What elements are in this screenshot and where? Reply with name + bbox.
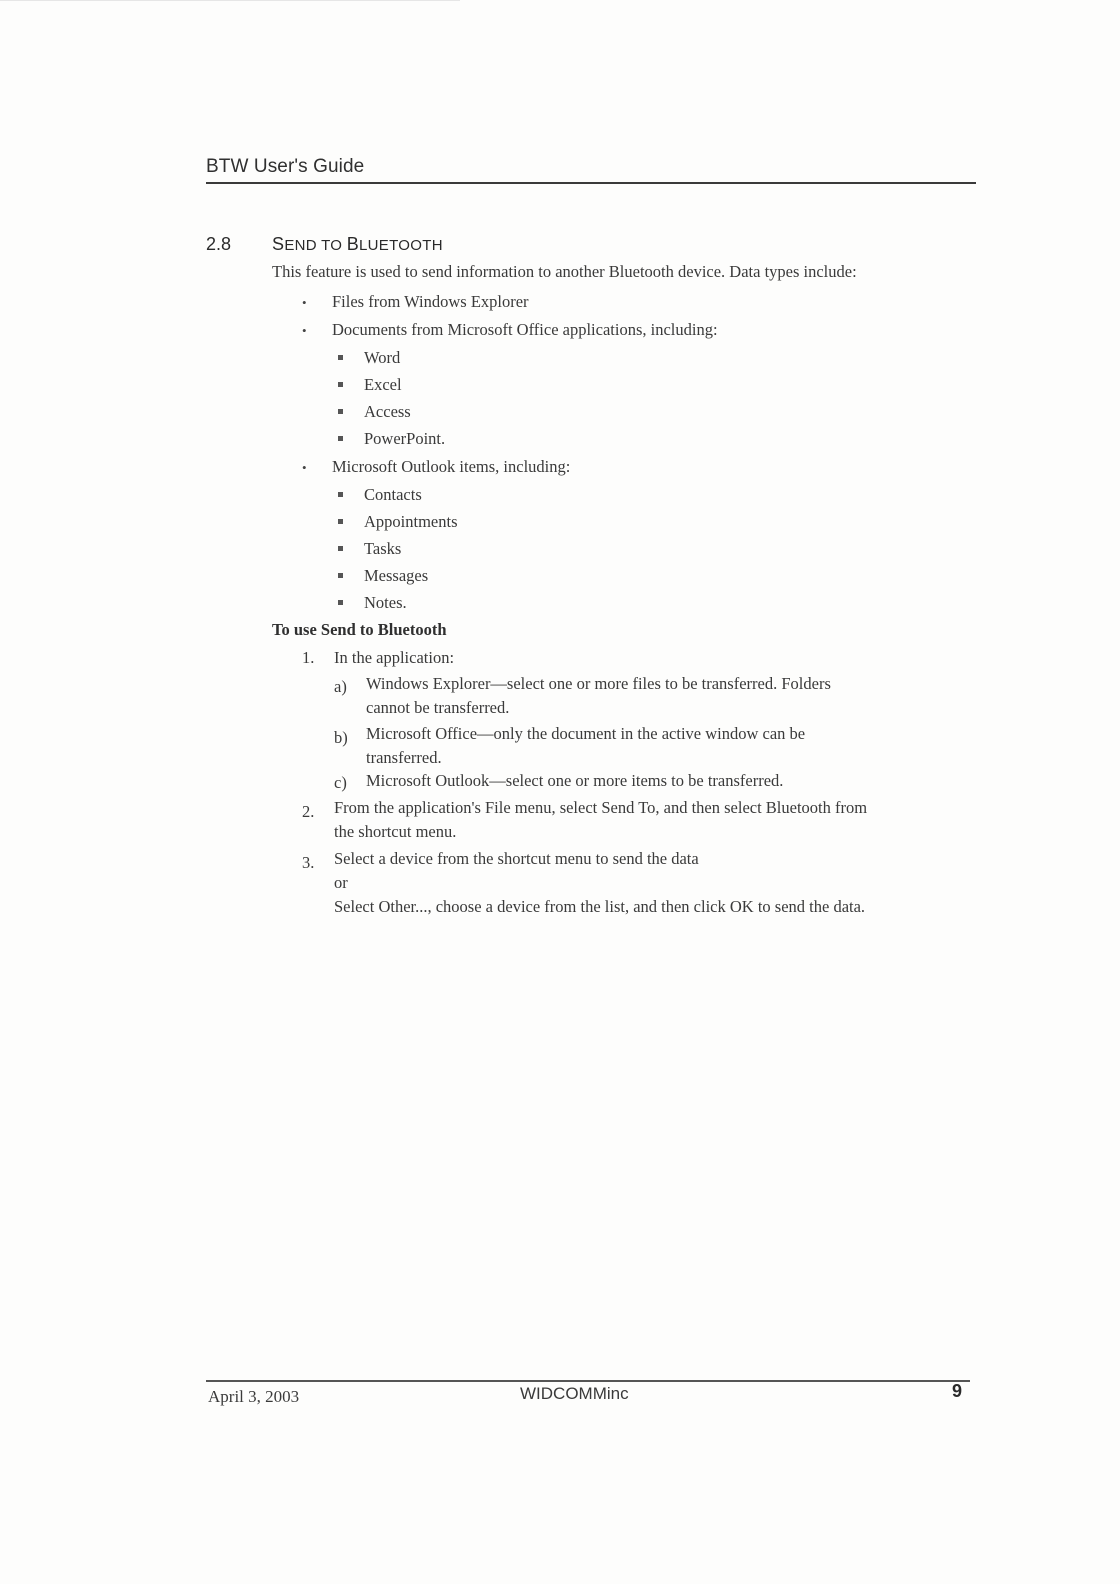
sub-list-item-label: Excel <box>364 375 402 394</box>
sub-list-item-label: Tasks <box>364 539 402 558</box>
substep-line: Windows Explorer—select one or more files to be transferred. Folders <box>366 674 831 693</box>
step-line: Select Other..., choose a device from the list, and then click OK to send the data. <box>334 897 866 916</box>
list-item-label: Files from Windows Explorer <box>332 292 529 311</box>
bullet-square <box>334 514 364 532</box>
step-number: 1. <box>302 648 315 667</box>
page-header <box>206 156 976 178</box>
section-title-part: LUETOOTH <box>359 237 443 254</box>
sub-list-item-label: Access <box>364 402 411 421</box>
page-number: 9 <box>952 1381 963 1401</box>
section-title-part: B <box>346 234 360 254</box>
bullet-square <box>334 568 364 586</box>
sub-list-item <box>334 485 422 505</box>
substep-letter: a) <box>334 677 347 696</box>
substep-line: cannot be transferred. <box>366 698 510 717</box>
step-text <box>334 847 865 919</box>
bullet-square <box>334 404 364 422</box>
section-title-part: END TO <box>284 237 347 254</box>
procedure-heading: To use Send to Bluetooth <box>272 620 447 639</box>
list-item-label: Documents from Microsoft Office applications, including: <box>332 320 718 339</box>
step-line: or <box>334 873 348 892</box>
footer-date: April 3, 2003 <box>208 1387 300 1406</box>
sub-list-item-label: Word <box>364 348 401 367</box>
header-rule <box>206 182 976 184</box>
substep-line: transferred. <box>366 748 442 767</box>
sub-list-item <box>334 512 458 532</box>
sub-list-item <box>334 402 411 422</box>
sub-list-item-label: Messages <box>364 566 429 585</box>
substep-line: Microsoft Outlook—select one or more items to be transferred. <box>366 771 784 790</box>
sub-list-item <box>334 429 445 449</box>
bullet-square <box>334 377 364 395</box>
sub-list-item <box>334 566 428 586</box>
sub-list-item <box>334 348 400 368</box>
substep-line: Microsoft Office—only the document in the active window can be <box>366 724 806 743</box>
footer-rule <box>206 1380 970 1382</box>
sub-list-item <box>334 375 402 395</box>
section-number: 2.8 <box>206 234 232 254</box>
step-line: the shortcut menu. <box>334 822 457 841</box>
step-text <box>334 796 867 844</box>
step-text: In the application: <box>334 648 455 667</box>
substep-text <box>366 672 831 720</box>
sub-list-item-label: PowerPoint. <box>364 429 446 448</box>
step-number: 3. <box>302 853 315 872</box>
substep-letter: b) <box>334 728 348 747</box>
step-number: 2. <box>302 802 315 821</box>
scan-edge-line <box>0 0 460 1</box>
bullet-dot: • <box>302 295 307 310</box>
sub-list-item-label: Appointments <box>364 512 458 531</box>
substep-text <box>366 722 805 770</box>
sub-list-item-label: Contacts <box>364 485 422 504</box>
section-title <box>272 234 443 255</box>
bullet-square <box>334 595 364 613</box>
sub-list-item-label: Notes. <box>364 593 407 612</box>
bullet-square <box>334 431 364 449</box>
sub-list-item <box>334 539 401 559</box>
step-line: From the application's File menu, select Send To, and then select Bluetooth from <box>334 798 868 817</box>
list-item <box>302 320 718 340</box>
list-item <box>302 292 529 312</box>
bullet-square <box>334 487 364 505</box>
header-title: BTW User's Guide <box>206 156 365 177</box>
list-item <box>302 457 570 477</box>
section-title-part: S <box>272 234 285 254</box>
bullet-dot: • <box>302 460 307 475</box>
list-item-label: Microsoft Outlook items, including: <box>332 457 571 476</box>
sub-list-item <box>334 593 407 613</box>
substep-text <box>366 769 783 793</box>
step-line: Select a device from the shortcut menu to send the data <box>334 849 699 868</box>
bullet-square <box>334 541 364 559</box>
footer-company: WIDCOMMinc <box>520 1384 629 1403</box>
bullet-dot: • <box>302 323 307 338</box>
section-intro: This feature is used to send information to another Bluetooth device. Data types include: <box>272 262 857 281</box>
substep-letter: c) <box>334 773 347 792</box>
bullet-square <box>334 350 364 368</box>
